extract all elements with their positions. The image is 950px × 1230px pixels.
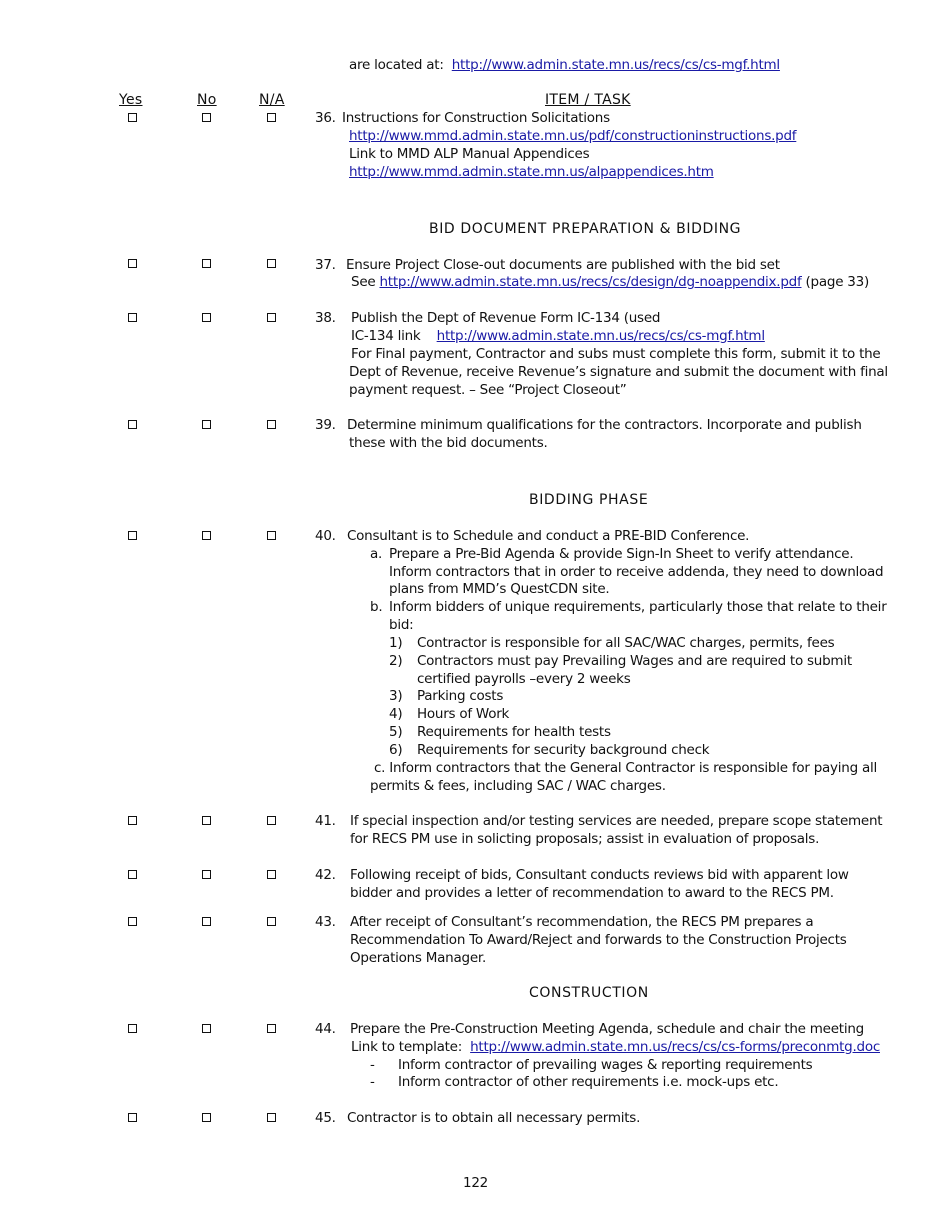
item-43-number: 43. (315, 914, 336, 930)
yes-checkbox-44[interactable] (128, 1024, 137, 1033)
item-40-sub-5-number: 5) (389, 724, 403, 740)
item-41-line-1: If special inspection and/or testing services are needed, prepare scope statement (350, 813, 883, 829)
item-38-line-2: Dept of Revenue, receive Revenue’s signature and submit the document with final (349, 364, 888, 380)
na-checkbox-37[interactable] (267, 259, 276, 268)
item-45-number: 45. (315, 1110, 336, 1126)
item-38-link[interactable]: http://www.admin.state.mn.us/recs/cs/cs-mgf.html (436, 328, 765, 344)
item-40-sub-3-number: 3) (389, 688, 403, 704)
yes-checkbox-45[interactable] (128, 1113, 137, 1122)
column-header-yes: Yes (119, 92, 143, 108)
item-38-link-line (351, 327, 765, 345)
item-40-b-line-2: bid: (389, 617, 414, 633)
item-40-a-label: a. (370, 546, 383, 562)
no-checkbox-43[interactable] (202, 917, 211, 926)
section-heading-construction: CONSTRUCTION (529, 985, 649, 1001)
na-checkbox-42[interactable] (267, 870, 276, 879)
item-39-number: 39. (315, 417, 336, 433)
item-42-line-1: Following receipt of bids, Consultant conducts reviews bid with apparent low (350, 867, 849, 883)
item-44-number: 44. (315, 1021, 336, 1037)
item-37-link[interactable]: http://www.admin.state.mn.us/recs/cs/design/dg-noappendix.pdf (379, 274, 802, 290)
item-42-line-2: bidder and provides a letter of recommendation to award to the RECS PM. (350, 885, 834, 901)
item-40-sub-2-text-2: certified payrolls –every 2 weeks (417, 671, 631, 687)
section-heading-bidding: BIDDING PHASE (529, 492, 649, 508)
item-40-c-line-1: c. Inform contractors that the General Contractor is responsible for paying all (374, 760, 877, 776)
item-40-sub-1-number: 1) (389, 635, 403, 651)
item-38-number: 38. (315, 310, 336, 326)
item-36-link-appendices[interactable]: http://www.mmd.admin.state.mn.us/alpappendices.htm (349, 164, 714, 180)
item-37-number: 37. (315, 257, 336, 273)
yes-checkbox-42[interactable] (128, 870, 137, 879)
intro-line (349, 56, 780, 74)
no-checkbox-42[interactable] (202, 870, 211, 879)
item-44-link-label: Link to template: (351, 1039, 463, 1055)
no-checkbox-45[interactable] (202, 1113, 211, 1122)
na-checkbox-39[interactable] (267, 420, 276, 429)
item-40-sub-2-number: 2) (389, 653, 403, 669)
no-checkbox-41[interactable] (202, 816, 211, 825)
item-41-line-2: for RECS PM use in solicting proposals; assist in evaluation of proposals. (350, 831, 820, 847)
na-checkbox-43[interactable] (267, 917, 276, 926)
item-40-a-line-2: Inform contractors that in order to receive addenda, they need to download (389, 564, 884, 580)
item-40-a-line-3: plans from MMD’s QuestCDN site. (389, 581, 610, 597)
item-45-title: Contractor is to obtain all necessary permits. (347, 1110, 641, 1126)
na-checkbox-45[interactable] (267, 1113, 276, 1122)
yes-checkbox-38[interactable] (128, 313, 137, 322)
item-40-sub-4-number: 4) (389, 706, 403, 722)
yes-checkbox-39[interactable] (128, 420, 137, 429)
item-40-c-line-2: permits & fees, including SAC / WAC charges. (370, 778, 666, 794)
item-40-a-line-1: Prepare a Pre-Bid Agenda & provide Sign-In Sheet to verify attendance. (389, 546, 854, 562)
column-header-na: N/A (259, 92, 285, 108)
item-42-number: 42. (315, 867, 336, 883)
column-header-item-task: ITEM / TASK (545, 92, 631, 108)
item-43-line-3: Operations Manager. (350, 950, 486, 966)
item-43-line-1: After receipt of Consultant’s recommendation, the RECS PM prepares a (350, 914, 814, 930)
item-40-sub-1-text: Contractor is responsible for all SAC/WAC charges, permits, fees (417, 635, 835, 651)
item-43-line-2: Recommendation To Award/Reject and forwards to the Construction Projects (350, 932, 847, 948)
item-40-sub-5-text: Requirements for health tests (417, 724, 611, 740)
item-37-see: See (351, 274, 376, 290)
item-44-bullet-2-dash: - (370, 1074, 375, 1090)
na-checkbox-44[interactable] (267, 1024, 276, 1033)
item-44-link-line (351, 1038, 880, 1056)
item-37-title: Ensure Project Close-out documents are published with the bid set (346, 257, 780, 273)
item-44-bullet-1-dash: - (370, 1057, 375, 1073)
na-checkbox-38[interactable] (267, 313, 276, 322)
item-40-sub-3-text: Parking costs (417, 688, 504, 704)
item-37-see-line (351, 273, 869, 291)
yes-checkbox-40[interactable] (128, 531, 137, 540)
no-checkbox-44[interactable] (202, 1024, 211, 1033)
item-36-link-instructions[interactable]: http://www.mmd.admin.state.mn.us/pdf/constructioninstructions.pdf (349, 128, 797, 144)
yes-checkbox-37[interactable] (128, 259, 137, 268)
item-41-number: 41. (315, 813, 336, 829)
item-44-bullet-2: Inform contractor of other requirements i.e. mock-ups etc. (398, 1074, 779, 1090)
item-38-title: Publish the Dept of Revenue Form IC-134 (used (351, 310, 661, 326)
item-44-link[interactable]: http://www.admin.state.mn.us/recs/cs/cs-forms/preconmtg.doc (470, 1039, 880, 1055)
item-44-bullet-1: Inform contractor of prevailing wages & reporting requirements (398, 1057, 813, 1073)
column-header-no: No (197, 92, 217, 108)
item-40-title: Consultant is to Schedule and conduct a PRE-BID Conference. (347, 528, 750, 544)
no-checkbox-37[interactable] (202, 259, 211, 268)
item-40-b-line-1: Inform bidders of unique requirements, particularly those that relate to their (389, 599, 887, 615)
item-44-title: Prepare the Pre-Construction Meeting Agenda, schedule and chair the meeting (350, 1021, 864, 1037)
yes-checkbox-36[interactable] (128, 113, 137, 122)
yes-checkbox-43[interactable] (128, 917, 137, 926)
na-checkbox-36[interactable] (267, 113, 276, 122)
item-36-number: 36. (315, 110, 336, 126)
item-38-line-1: For Final payment, Contractor and subs must complete this form, submit it to the (351, 346, 881, 362)
item-40-b-label: b. (370, 599, 383, 615)
item-40-sub-2-text-1: Contractors must pay Prevailing Wages and are required to submit (417, 653, 852, 669)
page-number: 122 (463, 1175, 489, 1191)
item-40-sub-6-text: Requirements for security background check (417, 742, 710, 758)
no-checkbox-38[interactable] (202, 313, 211, 322)
item-39-line-2: these with the bid documents. (349, 435, 548, 451)
item-39-line-1: Determine minimum qualifications for the contractors. Incorporate and publish (347, 417, 862, 433)
no-checkbox-40[interactable] (202, 531, 211, 540)
na-checkbox-41[interactable] (267, 816, 276, 825)
na-checkbox-40[interactable] (267, 531, 276, 540)
item-36-title: Instructions for Construction Solicitations (342, 110, 610, 126)
item-40-number: 40. (315, 528, 336, 544)
no-checkbox-39[interactable] (202, 420, 211, 429)
section-heading-bid-prep: BID DOCUMENT PREPARATION & BIDDING (429, 221, 742, 237)
intro-link[interactable]: http://www.admin.state.mn.us/recs/cs/cs-mgf.html (451, 57, 780, 73)
no-checkbox-36[interactable] (202, 113, 211, 122)
item-40-sub-6-number: 6) (389, 742, 403, 758)
item-38-line-3: payment request. – See “Project Closeout” (349, 382, 627, 398)
yes-checkbox-41[interactable] (128, 816, 137, 825)
item-40-sub-4-text: Hours of Work (417, 706, 510, 722)
item-37-page: (page 33) (805, 274, 870, 290)
item-38-link-label: IC-134 link (351, 328, 421, 344)
item-36-line2: Link to MMD ALP Manual Appendices (349, 146, 590, 162)
intro-text: are located at: (349, 57, 444, 73)
